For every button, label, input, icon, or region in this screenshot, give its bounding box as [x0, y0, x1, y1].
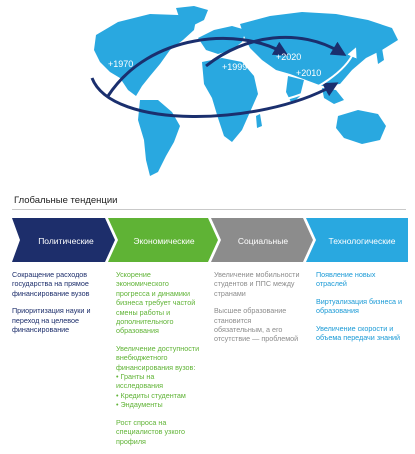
- year-label-1999: +1999: [222, 62, 248, 72]
- category-label-political: Политические: [38, 236, 94, 246]
- economic-subitem: • Кредиты студентам: [116, 390, 186, 400]
- world-map: [0, 0, 415, 182]
- continent-japan: [376, 48, 384, 64]
- year-label-1970: +1970: [108, 59, 134, 69]
- heading-divider: [12, 209, 406, 210]
- economic-subitem: • Гранты на исследования: [116, 372, 164, 391]
- column-political: [12, 270, 104, 342]
- section-heading: Глобальные тенденции: [14, 195, 118, 206]
- year-label-2010: +2010: [296, 68, 322, 78]
- year-label-2020: +2020: [276, 52, 302, 62]
- political-item: Сокращение расходов государства на прямое финансирование вузов: [12, 270, 90, 298]
- tech-item: Появление новых отраслей: [316, 270, 376, 289]
- political-item: Приоритизация науки и переход на целевое финансирование: [12, 306, 91, 335]
- category-label-social: Социальные: [237, 236, 289, 246]
- continent-madagascar: [256, 114, 262, 128]
- column-economic: [116, 270, 200, 454]
- tech-item: Увеличение скорости и объема передачи знаний: [316, 323, 401, 343]
- column-tech: [316, 270, 408, 350]
- continent-australia: [336, 110, 386, 144]
- continent-north-america: [94, 14, 196, 96]
- category-label-economic: Экономические: [133, 236, 195, 246]
- economic-item: Рост спроса на специалистов узкого профиля: [116, 417, 186, 446]
- economic-subitem: • Эндаументы: [116, 400, 163, 410]
- social-item: Увеличение мобильности студентов и ППС между странами: [214, 270, 300, 298]
- column-social: [214, 270, 300, 352]
- economic-item: Увеличение доступности внебюджетного финансирования вузов:: [116, 343, 200, 372]
- tech-item: Виртуализация бизнеса и образования: [316, 296, 403, 316]
- category-label-tech: Технологические: [328, 236, 396, 246]
- economic-item: Ускорение экономического прогресса и динамики бизнеса требует частой смены работы и дополнительного образования: [116, 270, 196, 336]
- social-item: Высшее образование становится обязательным, а его отсутствие — проблемой: [214, 306, 299, 344]
